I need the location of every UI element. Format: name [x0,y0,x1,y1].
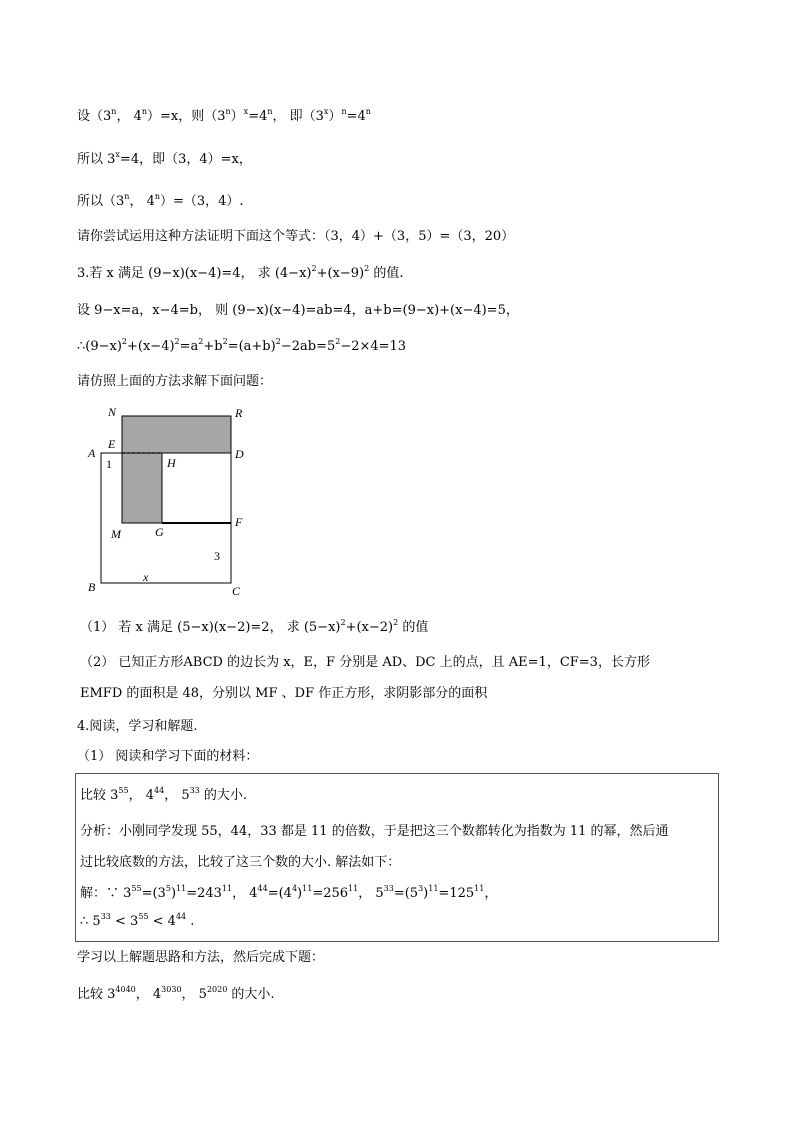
label-G: G [155,525,164,539]
question-2: （2） 已知正方形ABCD 的边长为 x，E，F 分别是 AD、DC 上的点，且 AE=1，CF=3，长方形 [80,655,650,670]
label-M: M [111,527,121,541]
problem-3: 3.若 x 满足 (9−x)(x−4)=4， 求 $(4-x)^2+(x-9)^2$ 的值. [77,264,404,281]
box-line: 过比较底数的方法，比较了这三个数的大小. 解法如下： [80,855,401,870]
shaded-top-rect [122,416,231,453]
square-abcd [101,453,231,583]
box-line: 解：∵ $3^{55}=(3^5)^{11}=243^{11}$， $4^{44}=(4^4)^{11}=256^{11}$， $5^{33}=(5^3)^{11}=125^{11}$， [80,884,498,901]
box-line: ∴ $5^{33} < 3^{55} < 4^{44}$ . [80,912,195,929]
label-R: R [235,406,243,420]
label-N: N [108,405,117,419]
text-line: 请你尝试运用这种方法证明下面这个等式：（3，4）+（3，5）=（3，20） [77,229,515,244]
label-A: A [88,446,96,460]
text-line: 所以（3$^n$， $4^n)=(3$，4）. [77,192,244,209]
question-2-cont: EMFD 的面积是 48，分别以 MF 、DF 作正方形，求阴影部分的面积 [80,686,488,701]
label-D: D [235,447,244,461]
text-line: 设 9−x=a，x−4=b， 则 (9−x)(x−4)=ab=4，a+b=(9−x)+(x−4)=5， [77,303,519,318]
question-1: （1） 若 x 满足 (5−x)(x−2)=2， 求 $(5-x)^2+(x-2)^2$ 的值 [80,618,429,635]
text-line: 学习以上解题思路和方法，然后完成下题： [77,950,325,965]
label-x: x [143,570,149,584]
label-E: E [108,437,116,451]
label-B: B [88,580,96,594]
text-line: $\therefore(9-x)^2+(x-4)^2=a^2+b^2=(a+b)^2-2ab=5^2-2\times 4=13$ [77,337,407,354]
text-line: 设（3$^n$， $4^n)=x$，则$(3^n)^x=4^n$， 即$(3^x)^n=4^n$ [77,107,371,124]
label-F: F [235,515,243,529]
material-box [75,773,719,942]
shaded-left-rect [122,453,162,523]
section-4-heading: 4.阅读，学习和解题. [77,719,198,734]
text-line: 所以 $3^x=4$，即（3，4）=x， [77,150,252,167]
final-question: 比较 $3^{4040}$， $4^{3030}$， $5^{2020}$ 的大小. [77,985,275,1002]
label-one: 1 [106,457,112,471]
box-line: 比较 $3^{55}$， $4^{44}$， $5^{33}$ 的大小. [80,786,248,803]
label-C: C [232,584,241,598]
box-line: 分析：小刚同学发现 55，44，33 都是 11 的倍数，于是把这三个数都转化为指数为 11 的幂，然后通 [80,824,669,839]
section-4-sub: （1） 阅读和学习下面的材料： [77,749,259,764]
label-three: 3 [214,549,220,563]
text-line: 请仿照上面的方法求解下面问题： [77,374,273,389]
geometry-figure [84,403,264,599]
label-H: H [167,456,176,470]
text: 设（3 [77,109,112,124]
